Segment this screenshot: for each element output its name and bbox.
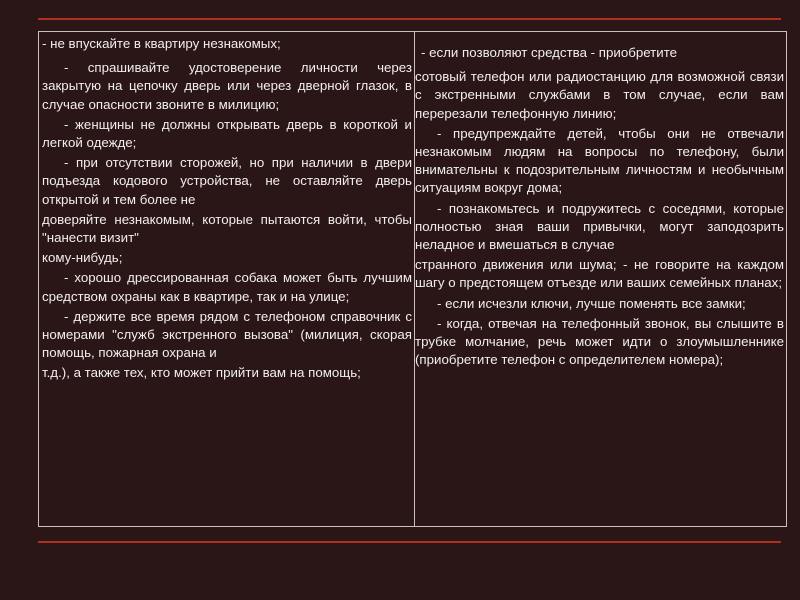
left-paragraph-7-text: - хорошо дрессированная собака может быть лучшим средством охраны как в квартире, так и на улице;: [42, 270, 412, 304]
right-paragraph-4: [415, 200, 784, 255]
right-paragraph-7: [415, 315, 784, 370]
left-paragraph-7: [42, 269, 412, 305]
right-column: [415, 32, 786, 526]
left-paragraph-3: [42, 116, 412, 152]
right-paragraph-2: сотовый телефон или радиостанцию для возможной связи с экстренными службами в том случае, если вам перерезали телефонную линию;: [415, 69, 784, 121]
left-column: [39, 32, 415, 526]
top-decorative-rule: [38, 18, 781, 20]
right-paragraph-4-text: - познакомьтесь и подружитесь с соседями, которые полностью зная ваши привычки, могут заподозрить неладное и вмешаться в случае: [415, 200, 784, 253]
bottom-decorative-rule: [38, 541, 781, 543]
right-paragraph-1-text: - если позволяют средства - приобретите: [421, 45, 678, 60]
right-paragraph-3-text: - предупреждайте детей, чтобы они не отвечали незнакомым людям на вопросы по телефону, были внимательны к подозрительным личностям и необычным ситуациям вокруг дома;: [415, 125, 784, 196]
right-paragraph-7-text: - когда, отвечая на телефонный звонок, вы слышите в трубке молчание, речь может идти о злоумышленнике (приобретите телефон с определителем номера);: [415, 315, 784, 368]
right-paragraph-3: [415, 125, 784, 198]
left-paragraph-4: [42, 154, 412, 209]
left-paragraph-2: [42, 59, 412, 114]
left-paragraph-3-text: - женщины не должны открывать дверь в короткой и легкой одежде;: [42, 116, 412, 151]
left-paragraph-5: доверяйте незнакомым, которые пытаются войти, чтобы "нанести визит": [42, 211, 412, 246]
content-table: [38, 31, 787, 527]
left-paragraph-8: [42, 308, 412, 363]
right-paragraph-6: [415, 295, 784, 313]
left-paragraph-4-text: - при отсутствии сторожей, но при наличии в двери подъезда кодового устройства, не оставляйте дверь открытой и тем более не: [42, 155, 412, 207]
left-paragraph-9: т.д.), а также тех, кто может прийти вам на помощь;: [42, 365, 361, 381]
left-paragraph-6: кому-нибудь;: [42, 250, 123, 266]
right-paragraph-6-text: - если исчезли ключи, лучше поменять все замки;: [437, 295, 746, 311]
right-paragraph-1: [415, 44, 784, 62]
left-paragraph-8-text: - держите все время рядом с телефоном справочник с номерами "служб экстренного вызова" (милиция, скорая помощь, пожарная охрана и: [42, 308, 412, 361]
left-paragraph-2-text: - спрашивайте удостоверение личности через закрытую на цепочку дверь или через дверной глазок, в случае опасности звоните в милицию;: [42, 60, 412, 112]
right-paragraph-5: странного движения или шума; - не говорите на каждом шагу о предстоящем отъезде или ваших семейных планах;: [415, 257, 784, 291]
left-paragraph-1: - не впускайте в квартиру незнакомых;: [42, 36, 281, 51]
